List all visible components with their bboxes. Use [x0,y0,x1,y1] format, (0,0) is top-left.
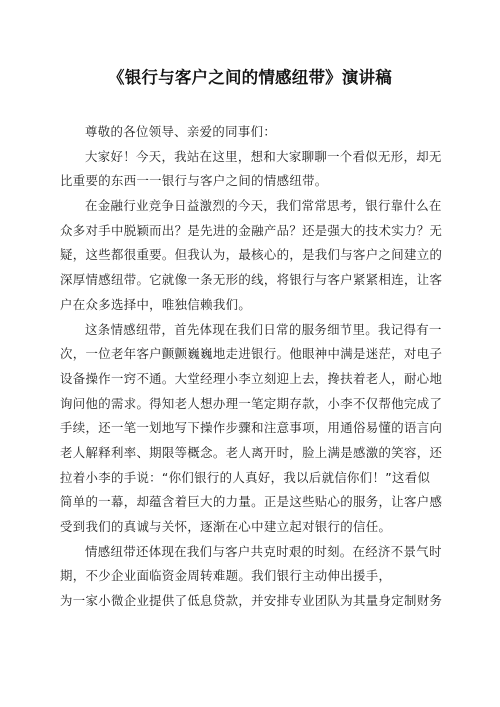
paragraph-line: 手续，还一笔一划地写下操作步骤和注意事项，用通俗易懂的语言向 [60,420,443,436]
document-title: 《银行与客户之间的情感纽带》演讲稿 [108,68,392,87]
paragraph-line: 拉着小李的手说：“你们银行的人真好，我以后就信你们！”这看似 [60,469,431,485]
paragraph-line: 大家好！今天，我站在这里，想和大家聊聊一个看似无形，却无 [85,148,442,164]
paragraph-line: 设备操作一窍不通。大堂经理小李立刻迎上去，搀扶着老人，耐心地 [60,370,443,386]
paragraph-line: 在金融行业竞争日益激烈的今天，我们常常思考，银行靠什么在 [85,198,442,214]
paragraph-line: 受到我们的真诚与关怀，逐渐在心中建立起对银行的信任。 [60,519,392,534]
salutation-line: 尊敬的各位领导、亲爱的同事们： [85,124,277,139]
paragraph-line: 简单的一幕，却蕴含着巨大的力量。正是这些贴心的服务，让客户感 [60,494,443,510]
paragraph-line: 这条情感纽带，首先体现在我们日常的服务细节里。我记得有一 [85,321,442,337]
paragraph-line: 期，不少企业面临资金周转难题。我们银行主动伸出援手， [60,568,392,584]
paragraph-line: 情感纽带还体现在我们与客户共克时艰的时刻。在经济不景气时 [85,543,442,559]
paragraph-line: 比重要的东西一一银行与客户之间的情感纽带。 [60,173,328,189]
paragraph-line: 户在众多选择中，唯独信赖我们。 [60,296,252,312]
paragraph-line: 众多对手中脱颖而出？是先进的金融产品？还是强大的技术实力？无 [60,222,443,238]
paragraph-line: 老人解释利率、期限等概念。老人离开时，脸上满是感激的笑容，还 [60,444,443,460]
paragraph-line: 深厚情感纽带。它就像一条无形的线，将银行与客户紧紧相连，让客 [60,272,443,288]
paragraph-line: 疑，这些都很重要。但我认为，最核心的，是我们与客户之间建立的 [60,247,443,263]
paragraph-line: 询问他的需求。得知老人想办理一笔定期存款，小李不仅帮他完成了 [60,395,443,411]
paragraph-line: 次，一位老年客户颤颤巍巍地走进银行。他眼神中满是迷茫，对电子 [60,346,443,362]
paragraph-line: 为一家小微企业提供了低息贷款，并安排专业团队为其量身定制财务 [60,593,443,609]
document-body [60,120,448,614]
